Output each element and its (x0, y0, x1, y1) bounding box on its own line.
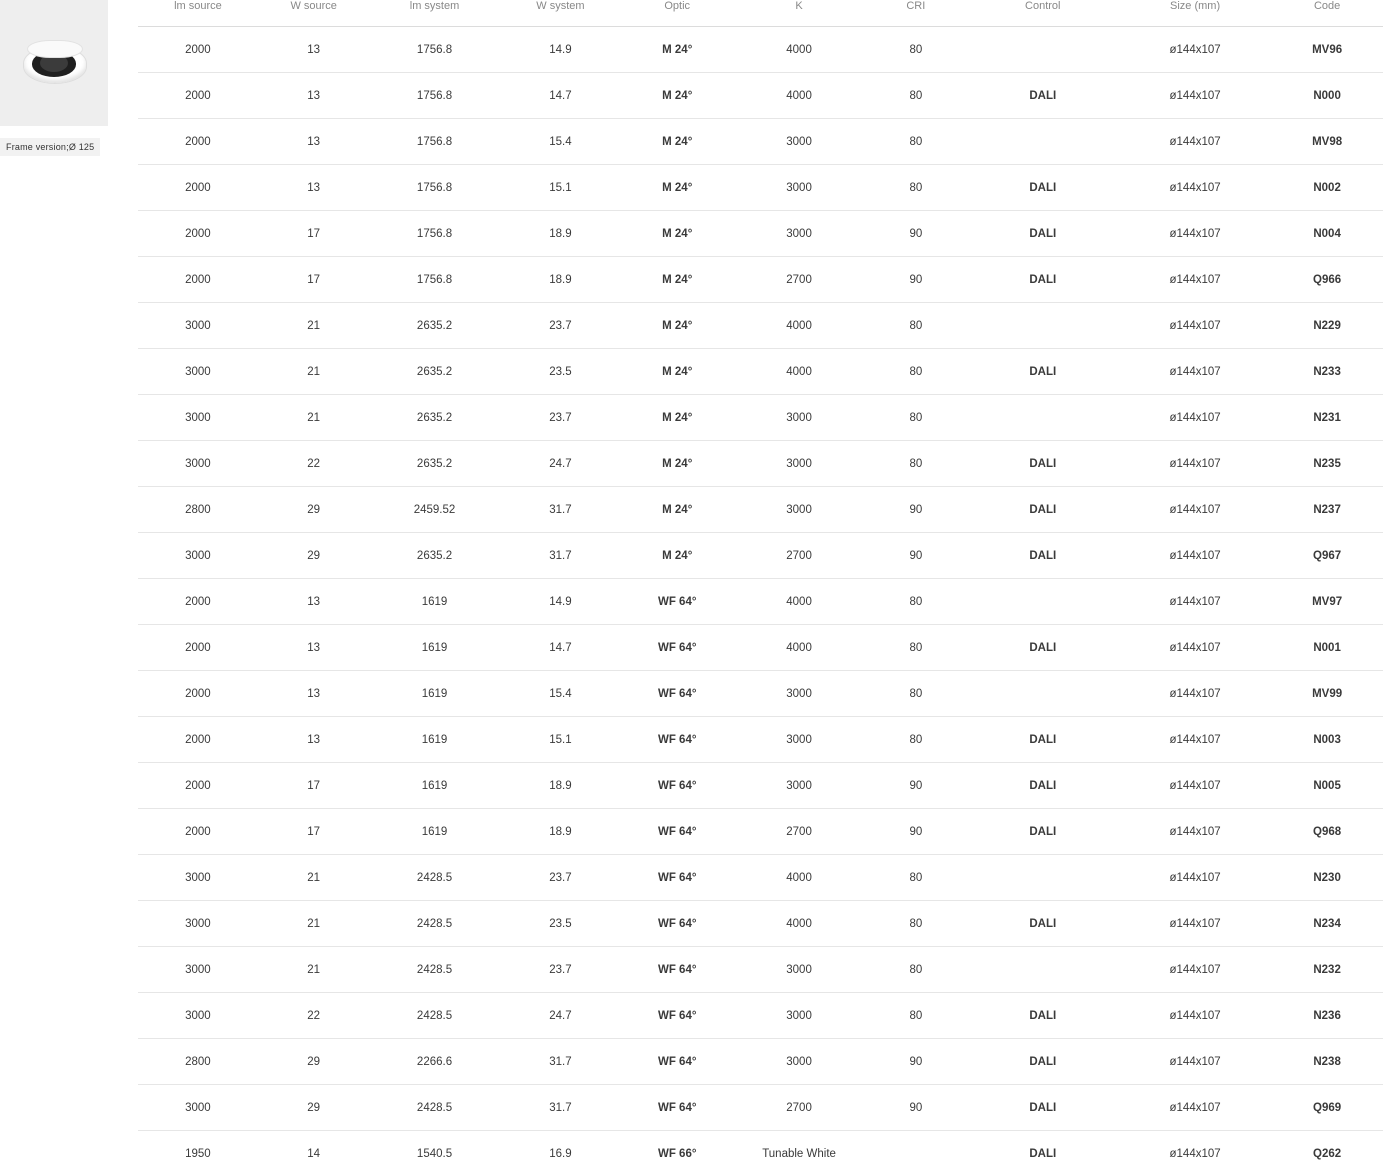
cell-size: ø144x107 (1119, 855, 1271, 901)
cell-code: Q968 (1271, 809, 1383, 855)
table-row (138, 1131, 1383, 1176)
cell-w_system: 18.9 (500, 211, 622, 257)
cell-k: 2700 (733, 533, 865, 579)
cell-code: N230 (1271, 855, 1383, 901)
cell-cri: 80 (865, 625, 967, 671)
table-row (138, 27, 1383, 73)
cell-cri: 90 (865, 211, 967, 257)
table-row (138, 901, 1383, 947)
cell-w_system: 31.7 (500, 1085, 622, 1131)
cell-k: 4000 (733, 73, 865, 119)
cell-w_source: 17 (258, 257, 370, 303)
cell-k: 3000 (733, 1039, 865, 1085)
cell-k: 3000 (733, 119, 865, 165)
cell-size: ø144x107 (1119, 257, 1271, 303)
cell-control (967, 395, 1119, 441)
cell-w_system: 24.7 (500, 441, 622, 487)
cell-w_source: 14 (258, 1131, 370, 1176)
cell-lm_system: 2635.2 (370, 533, 500, 579)
cell-cri: 80 (865, 993, 967, 1039)
cell-cri: 90 (865, 487, 967, 533)
cell-lm_system: 2266.6 (370, 1039, 500, 1085)
cell-k: 3000 (733, 211, 865, 257)
table-row (138, 303, 1383, 349)
cell-lm_source: 3000 (138, 349, 258, 395)
cell-w_system: 14.9 (500, 27, 622, 73)
cell-size: ø144x107 (1119, 303, 1271, 349)
cell-lm_source: 2000 (138, 165, 258, 211)
cell-w_source: 21 (258, 947, 370, 993)
cell-size: ø144x107 (1119, 579, 1271, 625)
cell-size: ø144x107 (1119, 671, 1271, 717)
cell-lm_system: 1756.8 (370, 73, 500, 119)
cell-size: ø144x107 (1119, 165, 1271, 211)
cell-w_system: 23.7 (500, 855, 622, 901)
cell-k: 3000 (733, 395, 865, 441)
cell-optic: M 24° (621, 349, 733, 395)
cell-cri: 80 (865, 119, 967, 165)
cell-lm_system: 1619 (370, 717, 500, 763)
cell-lm_system: 1619 (370, 579, 500, 625)
cell-control: DALI (967, 349, 1119, 395)
cell-w_system: 15.4 (500, 119, 622, 165)
table-row (138, 763, 1383, 809)
cell-size: ø144x107 (1119, 809, 1271, 855)
cell-cri: 90 (865, 809, 967, 855)
column-header-optic: Optic (621, 0, 733, 27)
cell-size: ø144x107 (1119, 487, 1271, 533)
cell-lm_source: 2000 (138, 809, 258, 855)
cell-w_source: 21 (258, 395, 370, 441)
cell-control: DALI (967, 211, 1119, 257)
cell-w_system: 23.5 (500, 349, 622, 395)
cell-lm_system: 1756.8 (370, 27, 500, 73)
cell-lm_source: 2000 (138, 625, 258, 671)
table-row (138, 1085, 1383, 1131)
cell-w_system: 31.7 (500, 533, 622, 579)
cell-k: 2700 (733, 1085, 865, 1131)
cell-k: 4000 (733, 901, 865, 947)
cell-size: ø144x107 (1119, 1085, 1271, 1131)
cell-lm_system: 1619 (370, 671, 500, 717)
cell-k: 3000 (733, 671, 865, 717)
cell-code: N229 (1271, 303, 1383, 349)
cell-lm_system: 2635.2 (370, 441, 500, 487)
cell-optic: WF 64° (621, 901, 733, 947)
cell-lm_system: 1619 (370, 809, 500, 855)
cell-optic: M 24° (621, 119, 733, 165)
cell-w_system: 18.9 (500, 809, 622, 855)
cell-code: N002 (1271, 165, 1383, 211)
cell-optic: WF 64° (621, 1085, 733, 1131)
table-row (138, 625, 1383, 671)
cell-lm_source: 3000 (138, 947, 258, 993)
cell-lm_source: 2000 (138, 717, 258, 763)
cell-code: N231 (1271, 395, 1383, 441)
cell-control (967, 119, 1119, 165)
cell-w_system: 15.1 (500, 165, 622, 211)
cell-w_source: 13 (258, 579, 370, 625)
cell-w_source: 13 (258, 165, 370, 211)
cell-w_system: 14.9 (500, 579, 622, 625)
cell-cri: 80 (865, 671, 967, 717)
cell-control (967, 947, 1119, 993)
cell-lm_source: 3000 (138, 441, 258, 487)
table-row (138, 1039, 1383, 1085)
cell-lm_source: 2000 (138, 27, 258, 73)
cell-lm_source: 2000 (138, 579, 258, 625)
cell-control (967, 27, 1119, 73)
cell-size: ø144x107 (1119, 349, 1271, 395)
cell-control: DALI (967, 165, 1119, 211)
cell-cri: 80 (865, 947, 967, 993)
cell-k: 4000 (733, 579, 865, 625)
cell-cri: 80 (865, 579, 967, 625)
cell-lm_source: 2000 (138, 257, 258, 303)
cell-optic: M 24° (621, 533, 733, 579)
cell-lm_system: 2428.5 (370, 993, 500, 1039)
cell-w_system: 14.7 (500, 625, 622, 671)
cell-w_system: 23.7 (500, 303, 622, 349)
cell-control: DALI (967, 257, 1119, 303)
spec-table (138, 0, 1383, 1176)
cell-lm_source: 2000 (138, 119, 258, 165)
cell-w_source: 29 (258, 1039, 370, 1085)
column-header-k: K (733, 0, 865, 27)
cell-control: DALI (967, 1039, 1119, 1085)
cell-w_system: 14.7 (500, 73, 622, 119)
cell-size: ø144x107 (1119, 1131, 1271, 1176)
product-caption: Frame version;Ø 125 (0, 138, 100, 156)
cell-cri: 80 (865, 27, 967, 73)
column-header-w-system: W system (500, 0, 622, 27)
cell-k: Tunable White (733, 1131, 865, 1176)
cell-control: DALI (967, 763, 1119, 809)
cell-size: ø144x107 (1119, 27, 1271, 73)
cell-control (967, 855, 1119, 901)
table-row (138, 73, 1383, 119)
cell-code: N236 (1271, 993, 1383, 1039)
cell-size: ø144x107 (1119, 763, 1271, 809)
cell-cri (865, 1131, 967, 1176)
cell-optic: WF 64° (621, 855, 733, 901)
column-header-cri: CRI (865, 0, 967, 27)
cell-k: 4000 (733, 625, 865, 671)
cell-control: DALI (967, 533, 1119, 579)
cell-code: MV96 (1271, 27, 1383, 73)
cell-k: 3000 (733, 487, 865, 533)
cell-cri: 80 (865, 717, 967, 763)
cell-w_source: 13 (258, 671, 370, 717)
cell-lm_system: 1756.8 (370, 211, 500, 257)
cell-k: 2700 (733, 257, 865, 303)
cell-w_system: 15.4 (500, 671, 622, 717)
cell-optic: WF 64° (621, 763, 733, 809)
cell-code: N004 (1271, 211, 1383, 257)
cell-code: Q262 (1271, 1131, 1383, 1176)
cell-lm_system: 2428.5 (370, 901, 500, 947)
cell-lm_source: 1950 (138, 1131, 258, 1176)
cell-optic: M 24° (621, 257, 733, 303)
column-header-control: Control (967, 0, 1119, 27)
cell-optic: M 24° (621, 303, 733, 349)
cell-k: 4000 (733, 349, 865, 395)
cell-optic: WF 64° (621, 717, 733, 763)
cell-size: ø144x107 (1119, 947, 1271, 993)
cell-lm_source: 3000 (138, 303, 258, 349)
cell-k: 4000 (733, 303, 865, 349)
cell-lm_system: 1619 (370, 763, 500, 809)
spec-table-wrap (108, 0, 1383, 1143)
cell-lm_system: 1756.8 (370, 257, 500, 303)
cell-cri: 90 (865, 257, 967, 303)
cell-w_system: 15.1 (500, 717, 622, 763)
cell-w_system: 18.9 (500, 763, 622, 809)
table-row (138, 533, 1383, 579)
spec-table-head (138, 0, 1383, 27)
cell-size: ø144x107 (1119, 901, 1271, 947)
cell-cri: 80 (865, 73, 967, 119)
cell-control: DALI (967, 487, 1119, 533)
cell-size: ø144x107 (1119, 993, 1271, 1039)
cell-w_system: 16.9 (500, 1131, 622, 1176)
cell-w_source: 29 (258, 533, 370, 579)
table-row (138, 211, 1383, 257)
table-row (138, 671, 1383, 717)
cell-w_source: 21 (258, 303, 370, 349)
cell-k: 3000 (733, 441, 865, 487)
cell-lm_system: 2635.2 (370, 395, 500, 441)
cell-w_system: 18.9 (500, 257, 622, 303)
cell-control (967, 579, 1119, 625)
cell-optic: M 24° (621, 27, 733, 73)
cell-lm_system: 1540.5 (370, 1131, 500, 1176)
table-row (138, 395, 1383, 441)
cell-code: N232 (1271, 947, 1383, 993)
cell-optic: WF 64° (621, 809, 733, 855)
cell-w_source: 17 (258, 763, 370, 809)
cell-optic: WF 64° (621, 993, 733, 1039)
cell-w_source: 13 (258, 717, 370, 763)
cell-lm_system: 2635.2 (370, 349, 500, 395)
table-row (138, 855, 1383, 901)
cell-lm_source: 2000 (138, 211, 258, 257)
cell-code: MV97 (1271, 579, 1383, 625)
cell-code: N233 (1271, 349, 1383, 395)
cell-size: ø144x107 (1119, 625, 1271, 671)
cell-code: N237 (1271, 487, 1383, 533)
cell-optic: WF 64° (621, 625, 733, 671)
product-image (0, 0, 108, 126)
cell-k: 3000 (733, 165, 865, 211)
cell-code: N234 (1271, 901, 1383, 947)
table-row (138, 349, 1383, 395)
cell-control (967, 671, 1119, 717)
cell-code: Q967 (1271, 533, 1383, 579)
cell-w_system: 23.7 (500, 947, 622, 993)
cell-optic: M 24° (621, 73, 733, 119)
cell-k: 3000 (733, 993, 865, 1039)
cell-control: DALI (967, 809, 1119, 855)
cell-optic: M 24° (621, 441, 733, 487)
cell-optic: WF 64° (621, 671, 733, 717)
cell-optic: M 24° (621, 487, 733, 533)
table-row (138, 257, 1383, 303)
cell-size: ø144x107 (1119, 211, 1271, 257)
cell-w_source: 13 (258, 27, 370, 73)
cell-optic: WF 64° (621, 1039, 733, 1085)
cell-size: ø144x107 (1119, 441, 1271, 487)
cell-cri: 80 (865, 901, 967, 947)
cell-lm_source: 3000 (138, 901, 258, 947)
cell-size: ø144x107 (1119, 73, 1271, 119)
cell-w_source: 21 (258, 855, 370, 901)
cell-w_source: 13 (258, 73, 370, 119)
cell-lm_source: 3000 (138, 1085, 258, 1131)
cell-code: N003 (1271, 717, 1383, 763)
cell-lm_source: 2800 (138, 1039, 258, 1085)
cell-w_source: 17 (258, 211, 370, 257)
cell-lm_system: 2428.5 (370, 1085, 500, 1131)
spec-table-body (138, 27, 1383, 1176)
cell-w_system: 23.5 (500, 901, 622, 947)
cell-lm_source: 3000 (138, 993, 258, 1039)
cell-size: ø144x107 (1119, 1039, 1271, 1085)
cell-control: DALI (967, 901, 1119, 947)
cell-cri: 90 (865, 1085, 967, 1131)
cell-code: MV98 (1271, 119, 1383, 165)
cell-cri: 80 (865, 165, 967, 211)
cell-lm_source: 3000 (138, 855, 258, 901)
cell-w_source: 29 (258, 487, 370, 533)
cell-w_source: 21 (258, 349, 370, 395)
table-row (138, 809, 1383, 855)
table-row (138, 579, 1383, 625)
cell-lm_system: 2428.5 (370, 947, 500, 993)
cell-code: N238 (1271, 1039, 1383, 1085)
cell-control: DALI (967, 625, 1119, 671)
cell-control: DALI (967, 717, 1119, 763)
header-row (138, 0, 1383, 27)
cell-control: DALI (967, 73, 1119, 119)
cell-code: N000 (1271, 73, 1383, 119)
cell-size: ø144x107 (1119, 395, 1271, 441)
cell-w_source: 29 (258, 1085, 370, 1131)
cell-cri: 80 (865, 855, 967, 901)
column-header-size: Size (mm) (1119, 0, 1271, 27)
column-header-lm-source: lm source (138, 0, 258, 27)
cell-lm_source: 2000 (138, 671, 258, 717)
column-header-w-source: W source (258, 0, 370, 27)
cell-w_system: 24.7 (500, 993, 622, 1039)
cell-control (967, 303, 1119, 349)
cell-code: N005 (1271, 763, 1383, 809)
product-panel (0, 0, 108, 1143)
cell-code: Q969 (1271, 1085, 1383, 1131)
cell-lm_system: 2635.2 (370, 303, 500, 349)
cell-size: ø144x107 (1119, 119, 1271, 165)
cell-optic: M 24° (621, 395, 733, 441)
cell-k: 3000 (733, 763, 865, 809)
cell-optic: M 24° (621, 211, 733, 257)
cell-lm_source: 2000 (138, 73, 258, 119)
cell-w_source: 22 (258, 993, 370, 1039)
cell-control: DALI (967, 1131, 1119, 1176)
downlight-icon (23, 40, 85, 86)
cell-lm_source: 3000 (138, 533, 258, 579)
cell-optic: WF 64° (621, 947, 733, 993)
cell-lm_system: 1756.8 (370, 165, 500, 211)
cell-control: DALI (967, 441, 1119, 487)
cell-k: 4000 (733, 855, 865, 901)
table-row (138, 441, 1383, 487)
cell-w_source: 17 (258, 809, 370, 855)
cell-cri: 80 (865, 395, 967, 441)
cell-cri: 80 (865, 441, 967, 487)
cell-w_source: 21 (258, 901, 370, 947)
cell-optic: WF 66° (621, 1131, 733, 1176)
column-header-lm-system: lm system (370, 0, 500, 27)
cell-k: 2700 (733, 809, 865, 855)
cell-size: ø144x107 (1119, 533, 1271, 579)
cell-cri: 80 (865, 349, 967, 395)
cell-control: DALI (967, 993, 1119, 1039)
cell-w_source: 22 (258, 441, 370, 487)
cell-control: DALI (967, 1085, 1119, 1131)
cell-cri: 80 (865, 303, 967, 349)
cell-w_system: 31.7 (500, 1039, 622, 1085)
cell-code: Q966 (1271, 257, 1383, 303)
cell-code: MV99 (1271, 671, 1383, 717)
cell-cri: 90 (865, 763, 967, 809)
cell-cri: 90 (865, 1039, 967, 1085)
column-header-code: Code (1271, 0, 1383, 27)
cell-lm_system: 1619 (370, 625, 500, 671)
cell-size: ø144x107 (1119, 717, 1271, 763)
cell-cri: 90 (865, 533, 967, 579)
cell-w_source: 13 (258, 625, 370, 671)
cell-lm_system: 2459.52 (370, 487, 500, 533)
table-row (138, 947, 1383, 993)
cell-code: N235 (1271, 441, 1383, 487)
cell-lm_source: 2800 (138, 487, 258, 533)
table-row (138, 717, 1383, 763)
cell-w_system: 31.7 (500, 487, 622, 533)
cell-k: 3000 (733, 717, 865, 763)
table-row (138, 119, 1383, 165)
table-row (138, 487, 1383, 533)
cell-optic: M 24° (621, 165, 733, 211)
cell-w_source: 13 (258, 119, 370, 165)
cell-optic: WF 64° (621, 579, 733, 625)
cell-w_system: 23.7 (500, 395, 622, 441)
table-row (138, 993, 1383, 1039)
cell-k: 3000 (733, 947, 865, 993)
cell-lm_source: 3000 (138, 395, 258, 441)
cell-code: N001 (1271, 625, 1383, 671)
cell-k: 4000 (733, 27, 865, 73)
table-row (138, 165, 1383, 211)
cell-lm_source: 2000 (138, 763, 258, 809)
cell-lm_system: 2428.5 (370, 855, 500, 901)
cell-lm_system: 1756.8 (370, 119, 500, 165)
